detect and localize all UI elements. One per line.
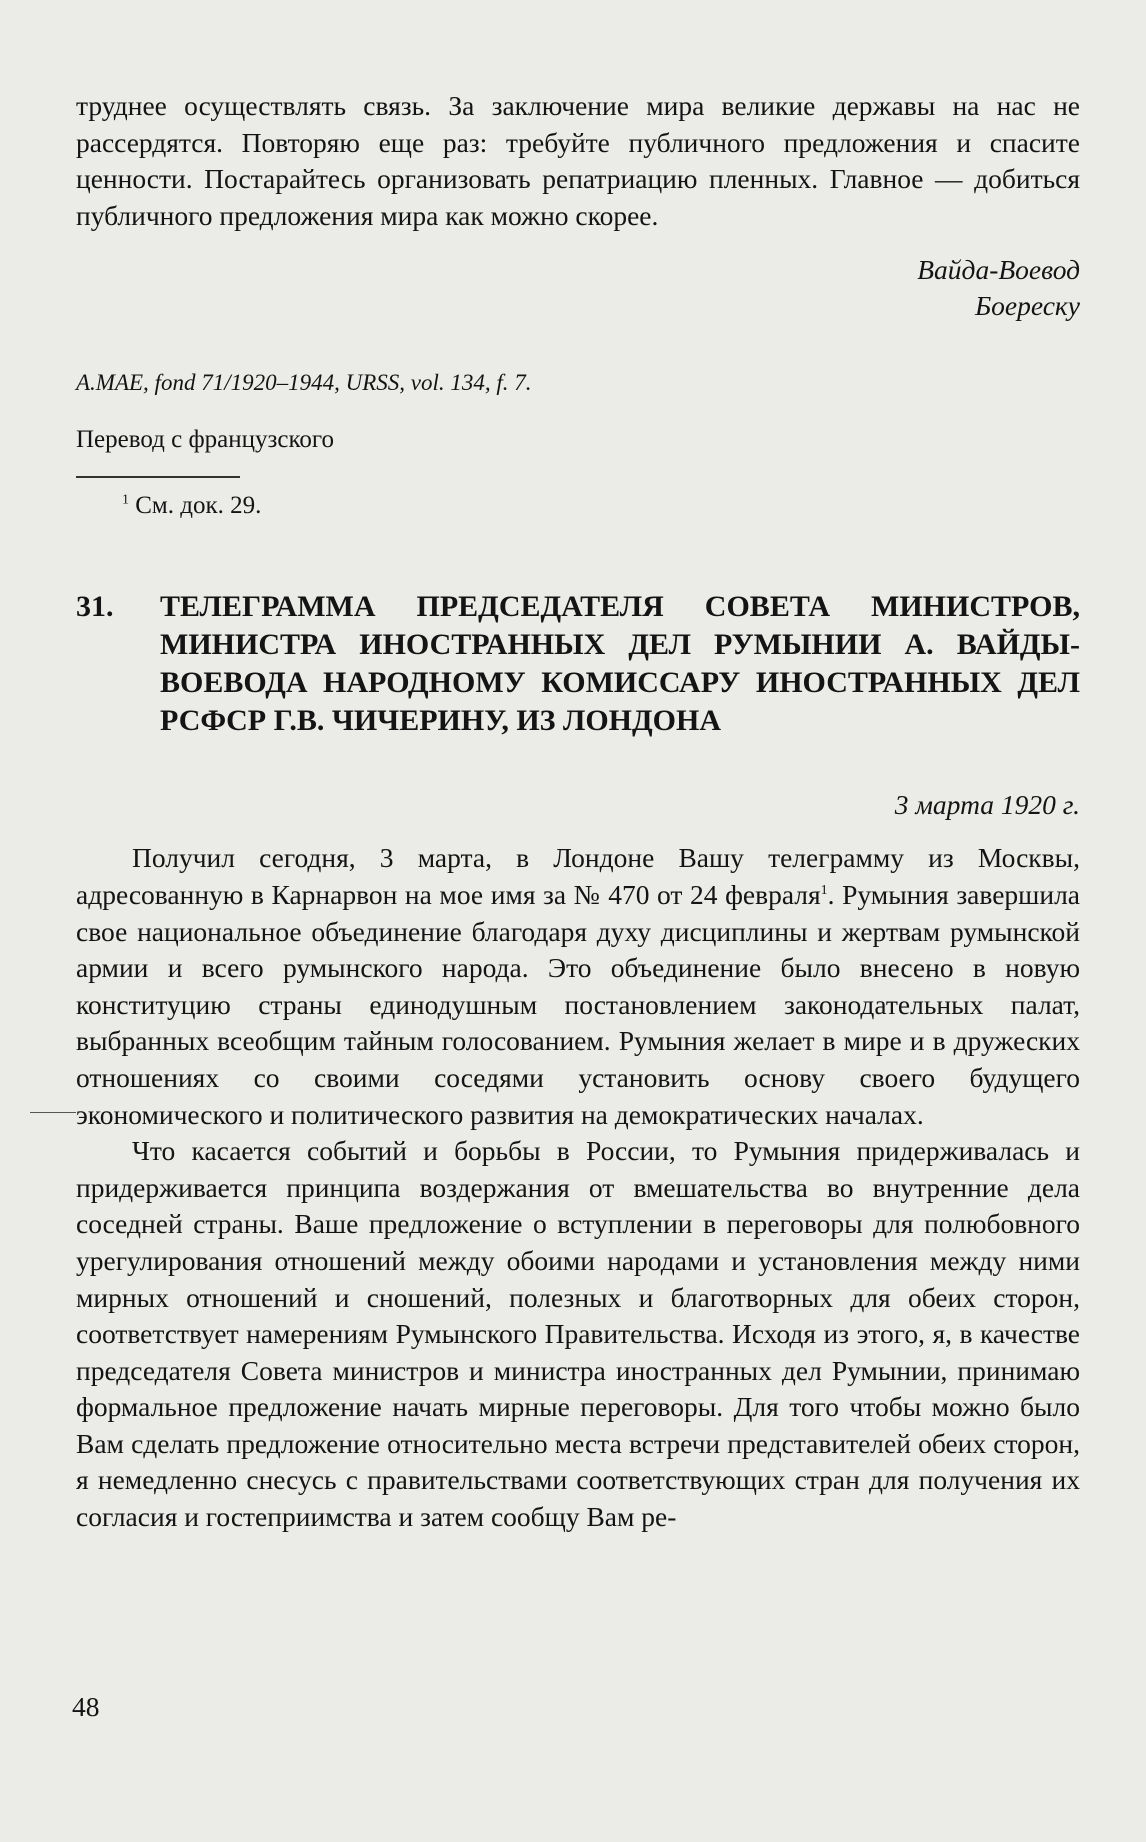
signature-vaida-voevod: Вайда-Воевод	[917, 254, 1080, 286]
opening-paragraph: труднее осуществлять связь. За заключение мира великие державы на нас не рассердятся. Повторяю еще раз: требуйте публичного предложения и спасите ценности. Постарайтесь организовать репатриацию пленных. Главное — добиться публичного предложения мира как можно скорее.	[76, 90, 1080, 231]
signature-boeresku: Боереску	[974, 290, 1080, 322]
paragraph-1-text: Получил сегодня, 3 марта, в Лондоне Вашу телеграмму из Москвы, адресованную в Карнарвон на мое имя за № 470 от 24 февраля	[76, 842, 1080, 910]
footnote	[76, 490, 1080, 522]
footnote-divider	[76, 476, 240, 478]
footnote-text: См. док. 29.	[129, 492, 262, 520]
document-date: 3 марта 1920 г.	[894, 789, 1080, 821]
paragraph-1-footnote-mark: 1	[820, 882, 828, 898]
margin-pen-mark	[30, 1112, 76, 1113]
archive-reference: A.MAE, fond 71/1920–1944, URSS, vol. 134, f. 7.	[76, 370, 532, 396]
page-number: 48	[72, 1691, 100, 1722]
paragraph-1-continuation: . Румыния завершила свое национальное объединение благодаря духу дисциплины и жертвам румынской армии и всего румынского народа. Это объединение было внесено в новую конституцию страны единодушным постановлением законодательных палат, выбранных всеобщим тайным голосованием. Румыния желает в мире и в дружеских отношениях со своими соседями установить основу своего будущего экономического и политического развития на демократических началах.	[76, 878, 1080, 1130]
footnote-mark: 1	[122, 493, 129, 509]
document-number: 31.	[76, 590, 114, 624]
translation-note: Перевод с французского	[76, 426, 335, 454]
paragraph-1	[76, 840, 1080, 1133]
paragraph-2: Что касается событий и борьбы в России, то Румыния придерживалась и придерживается принципа воздержания от вмешательства во внутренние дела соседней страны. Ваше предложение о вступлении в переговоры для полюбовного урегулирования отношений между обоими народами и установления между ними мирных отношений и сношений, полезных и благотворных для обеих сторон, соответствует намерениям Румынского Правительства. Исходя из этого, я, в качестве председателя Совета министров и министра иностранных дел Румынии, принимаю формальное предложение начать мирные переговоры. Для того чтобы можно было Вам сделать предложение относительно места встречи представителей обеих сторон, я немедленно снесусь с правительствами соответствующих стран для получения их согласия и гостеприимства и затем сообщу Вам ре-	[76, 1135, 1080, 1533]
page-content	[76, 88, 1080, 1536]
document-heading	[76, 588, 1080, 740]
document-title: ТЕЛЕГРАММА ПРЕДСЕДАТЕЛЯ СОВЕТА МИНИСТРОВ, МИНИСТРА ИНОСТРАННЫХ ДЕЛ РУМЫНИИ А. ВАЙДЫ-ВОЕВОДА НАРОДНОМУ КОМИССАРУ ИНОСТРАННЫХ ДЕЛ РСФСР Г.В. ЧИЧЕРИНУ, ИЗ ЛОНДОНА	[160, 590, 1080, 738]
signature-block	[76, 252, 1080, 324]
